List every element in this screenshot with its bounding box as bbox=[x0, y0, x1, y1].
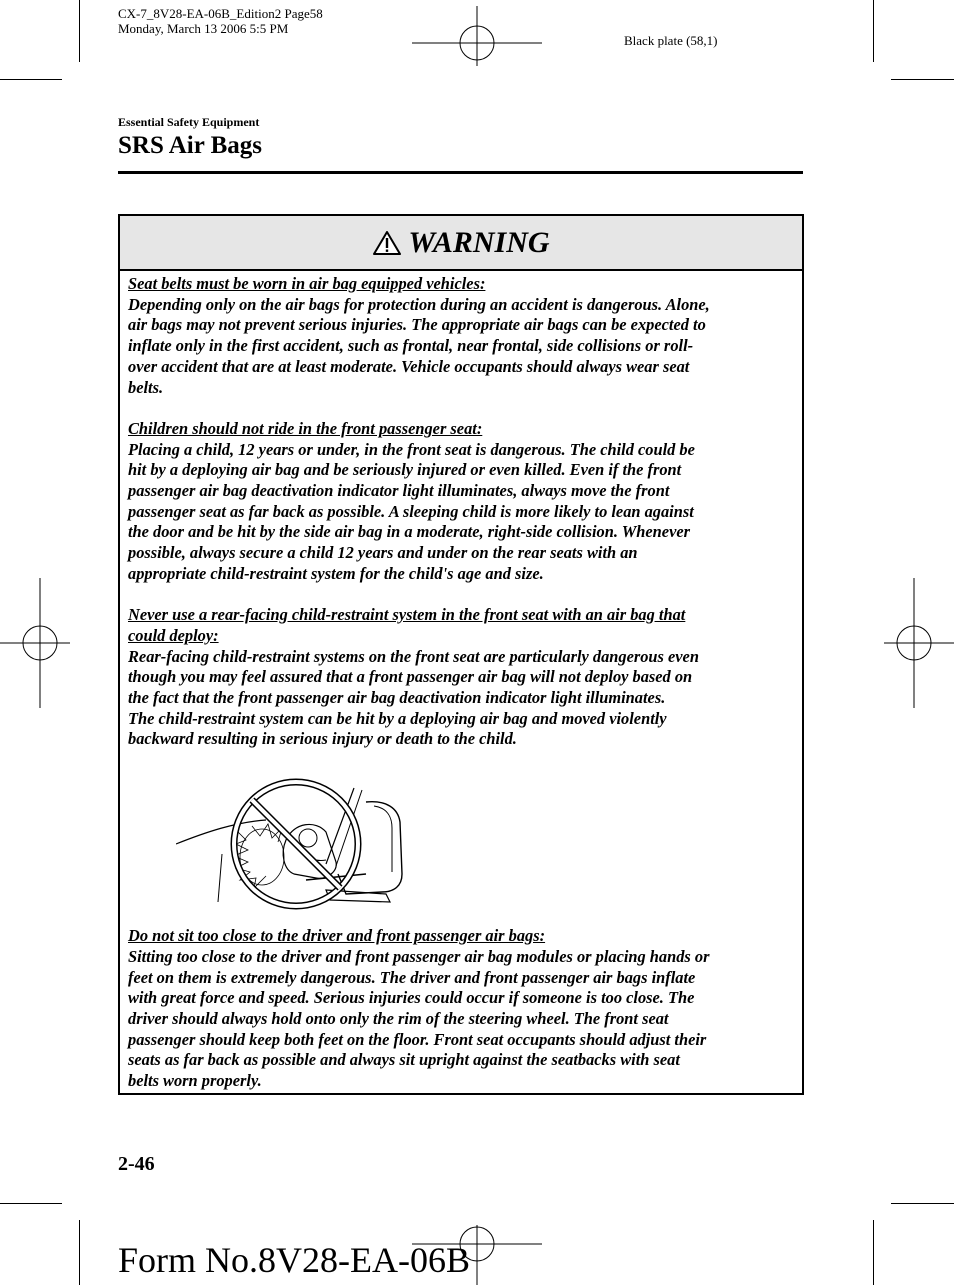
warning-text-line: with great force and speed. Serious injuries could occur if someone is too close. The bbox=[128, 988, 695, 1008]
warning-text-line: inflate only in the first accident, such as frontal, near frontal, side collisions or roll- bbox=[128, 336, 694, 356]
section-label: Essential Safety Equipment bbox=[118, 115, 260, 129]
warning-text-line: hit by a deploying air bag and be seriously injured or even killed. Even if the front bbox=[128, 460, 682, 480]
warning-heading-children: Children should not ride in the front passenger seat: bbox=[128, 418, 483, 438]
print-file-info: CX-7_8V28-EA-06B_Edition2 Page58 bbox=[118, 6, 323, 21]
warning-heading-too-close: Do not sit too close to the driver and front passenger air bags: bbox=[128, 926, 546, 946]
warning-text-line: driver should always hold onto only the rim of the steering wheel. The front seat bbox=[128, 1008, 669, 1028]
warning-triangle-icon bbox=[372, 230, 402, 256]
warning-text-line: passenger should keep both feet on the floor. Front seat occupants should adjust their bbox=[128, 1029, 707, 1049]
warning-text-line: the fact that the front passenger air bag deactivation indicator light illuminates. bbox=[128, 688, 666, 708]
warning-text-line: Sitting too close to the driver and front passenger air bag modules or placing hands or bbox=[128, 946, 710, 966]
print-date-info: Monday, March 13 2006 5:5 PM bbox=[118, 21, 289, 36]
page-title: SRS Air Bags bbox=[118, 132, 263, 159]
warning-text-line: belts worn properly. bbox=[128, 1071, 262, 1091]
registration-mark-right bbox=[884, 578, 954, 708]
warning-heading-rear-facing: Never use a rear-facing child-restraint system in the front seat with an air bag that bbox=[128, 605, 686, 625]
warning-heading-seat-belts: Seat belts must be worn in air bag equipped vehicles: bbox=[128, 274, 486, 293]
page-number: 2-46 bbox=[118, 1153, 155, 1175]
warning-text-line: Placing a child, 12 years or under, in the front seat is dangerous. The child could be bbox=[128, 439, 695, 459]
warning-heading-rear-facing-cont: could deploy: bbox=[128, 625, 219, 645]
warning-text-line: air bags may not prevent serious injuries. The appropriate air bags can be expected to bbox=[128, 315, 706, 335]
warning-text-line: seats as far back as possible and always sit upright against the seatbacks with seat bbox=[128, 1050, 680, 1070]
warning-text-line: possible, always secure a child 12 years and under on the rear seats with an bbox=[128, 543, 638, 563]
warning-text-line: though you may feel assured that a front passenger air bag will not deploy based on bbox=[128, 667, 693, 687]
title-rule bbox=[118, 171, 803, 174]
warning-text-line: passenger seat as far back as possible. A sleeping child is more likely to lean against bbox=[128, 501, 694, 521]
warning-text-line: over accident that are at least moderate. Vehicle occupants should always wear seat bbox=[128, 356, 690, 376]
warning-box bbox=[118, 214, 804, 1095]
warning-text-line: feet on them is extremely dangerous. The driver and front passenger air bags inflate bbox=[128, 967, 696, 987]
plate-info: Black plate (58,1) bbox=[624, 33, 718, 48]
warning-body bbox=[128, 274, 796, 1092]
registration-mark-top bbox=[412, 6, 542, 66]
warning-text-line: The child-restraint system can be hit by a deploying air bag and moved violently bbox=[128, 708, 667, 728]
warning-text-line: Depending only on the air bags for protection during an accident is dangerous. Alone, bbox=[128, 294, 710, 314]
warning-text-line: belts. bbox=[128, 377, 164, 397]
registration-mark-left bbox=[0, 578, 70, 708]
no-rear-facing-child-seat-illustration bbox=[176, 762, 426, 912]
warning-text-line: passenger air bag deactivation indicator light illuminates, always move the front bbox=[128, 481, 670, 501]
form-number: Form No.8V28-EA-06B bbox=[118, 1240, 470, 1280]
warning-label: WARNING bbox=[408, 225, 550, 259]
warning-text-line: appropriate child-restraint system for the child's age and size. bbox=[128, 563, 544, 583]
warning-text-line: Rear-facing child-restraint systems on the front seat are particularly dangerous even bbox=[128, 646, 699, 666]
warning-text-line: backward resulting in serious injury or death to the child. bbox=[128, 729, 517, 749]
warning-text-line: the door and be hit by the side air bag in a moderate, right-side collision. Whenever bbox=[128, 522, 691, 542]
warning-header bbox=[120, 216, 802, 271]
